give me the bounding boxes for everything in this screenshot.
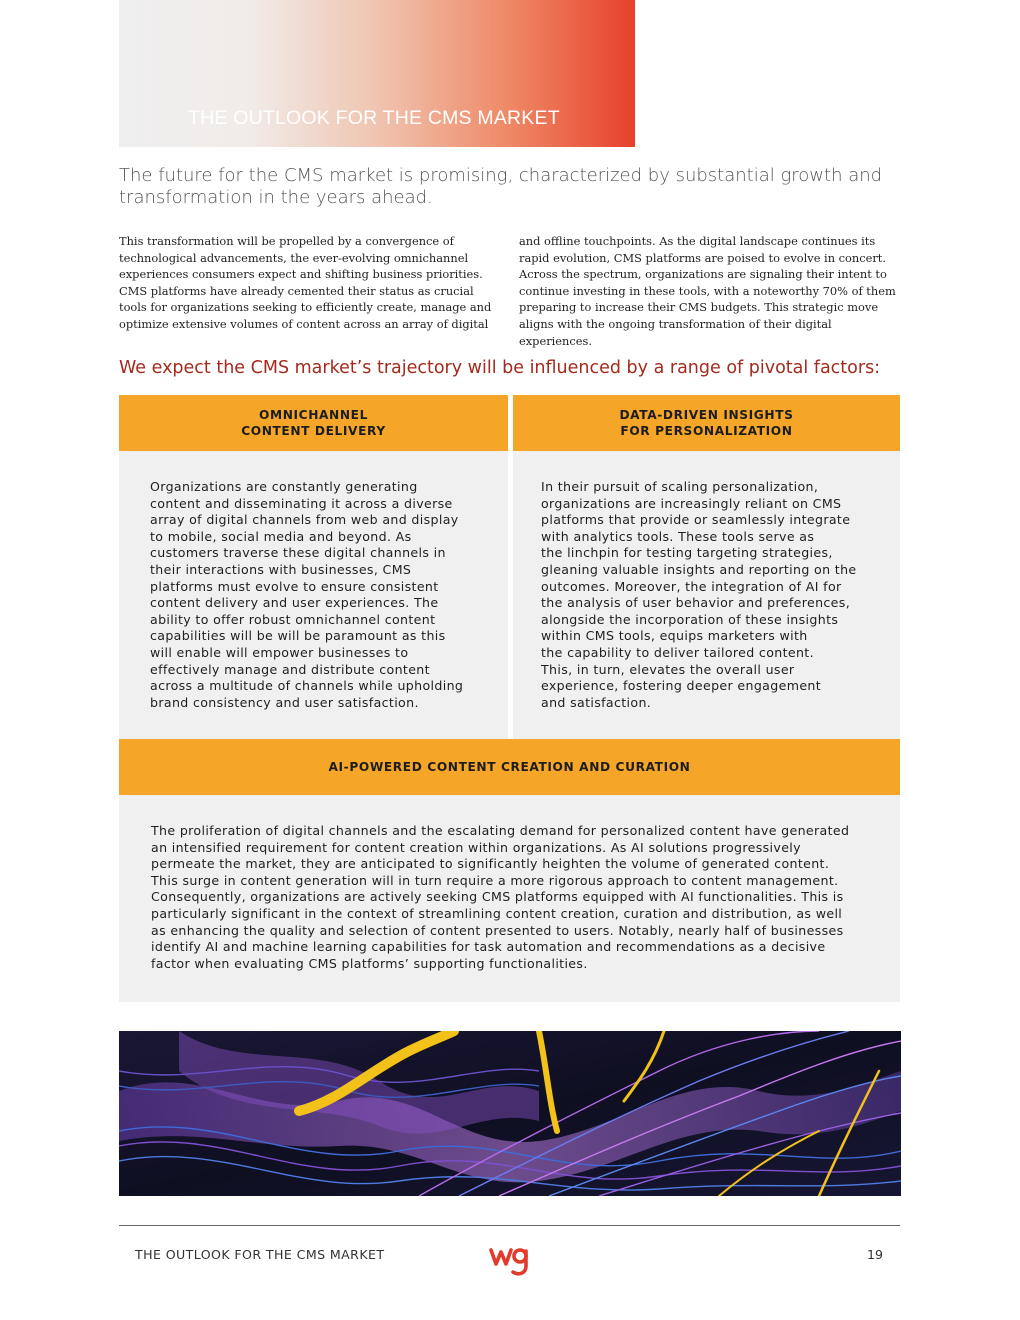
page-number: 19 [867, 1247, 884, 1262]
intro-column-left: This transformation will be propelled by a convergence of technological advancements, the ever-evolving omnichannel experiences consumers expect and shifting business priorities. CMS platforms have already cemented their status as crucial tools for organizations seeking to efficiently create, manage and optimize extensive volumes of content across an array of digital [119, 234, 492, 331]
factors-heading: We expect the CMS market’s trajectory will be influenced by a range of pivotal factors: [119, 358, 881, 378]
card-body-ai-powered [119, 795, 900, 1002]
card-text-omnichannel: Organizations are constantly generating content and disseminating it across a diverse array of digital channels from web and display to mobile, social media and beyond. As customers traverse these digital channels in their interactions with businesses, CMS platforms must evolve to ensure consistent content delivery and user experiences. The ability to offer robust omnichannel content capabilities will be will be paramount as this will enable will empower businesses to effectively manage and distribute content across a multitude of channels while upholding brand consistency and user satisfaction. [150, 479, 464, 710]
card-title-ai-powered: AI-POWERED CONTENT CREATION AND CURATION [328, 759, 691, 774]
card-body-data-driven [513, 451, 900, 740]
lead-paragraph: The future for the CMS market is promising, characterized by substantial growth and transformation in the years ahead. [119, 165, 883, 208]
card-title-data-driven: DATA-DRIVEN INSIGHTS FOR PERSONALIZATION [619, 407, 794, 438]
card-text-ai-powered: The proliferation of digital channels and the escalating demand for personalized content have generated an intensified requirement for content creation within organizations. As AI solutions progressively permeate the market, they are anticipated to significantly heighten the volume of generated content. This surge in content generation will in turn require a more rigorous approach to content management. Consequently, organizations are actively seeking CMS platforms equipped with AI functionalities. This is particularly significant in the context of streamlining content creation, curation and distribution, as well as enhancing the quality and selection of content presented to users. Notably, nearly half of businesses identify AI and machine learning capabilities for task automation and recommendations as a decisive factor when evaluating CMS platforms’ supporting functionalities. [151, 823, 850, 971]
card-text-data-driven: In their pursuit of scaling personalization, organizations are increasingly reliant on CMS platforms that provide or seamlessly integrate with analytics tools. These tools serve as the linchpin for testing targeting strategies, gleaning valuable insights and reporting on the outcomes. Moreover, the integration of AI for the analysis of user behavior and preferences, alongside the incorporation of these insights within CMS tools, equips marketers with the capability to deliver tailored content. This, in turn, elevates the overall user experience, fostering deeper engagement and satisfaction. [541, 479, 857, 710]
card-body-omnichannel [119, 451, 508, 740]
footer-divider [119, 1225, 900, 1226]
card-header-ai-powered [119, 739, 900, 795]
abstract-wave-image [119, 1031, 901, 1196]
header-banner [119, 0, 635, 147]
intro-column-right: and offline touchpoints. As the digital landscape continues its rapid evolution, CMS platforms are poised to evolve in concert. Across the spectrum, organizations are signaling their intent to continue investing in these tools, with a noteworthy 70% of them preparing to increase their CMS budgets. This strategic move aligns with the ongoing transformation of their digital experiences. [519, 234, 896, 348]
card-title-omnichannel: OMNICHANNEL CONTENT DELIVERY [241, 407, 386, 438]
banner-title: THE OUTLOOK FOR THE CMS MARKET [188, 107, 560, 129]
wg-logo-icon [489, 1242, 531, 1278]
card-header-data-driven [513, 395, 900, 451]
footer-title: THE OUTLOOK FOR THE CMS MARKET [135, 1247, 385, 1262]
card-header-omnichannel [119, 395, 508, 451]
